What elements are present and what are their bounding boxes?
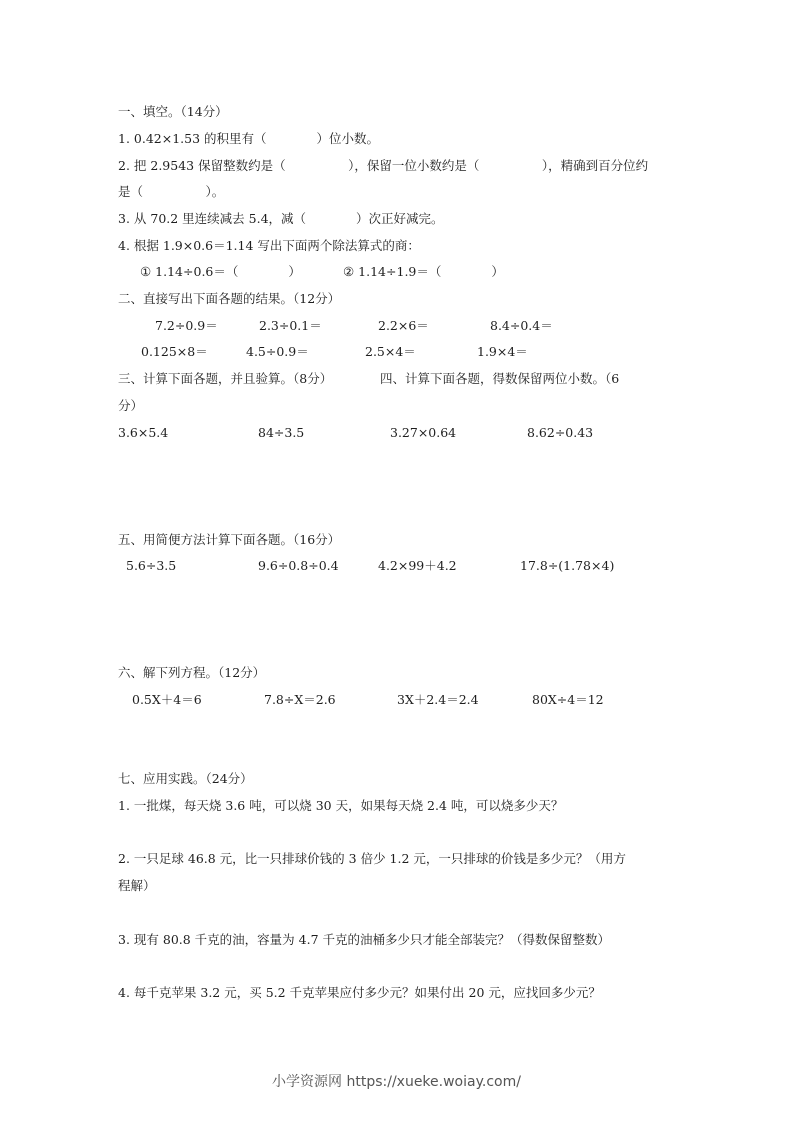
- section-5-item: 17.8÷(1.78×4): [520, 558, 615, 573]
- section-5-item: 4.2×99＋4.2: [378, 558, 457, 573]
- section-1-question-4-part-a: ① 1.14÷0.6＝（ ）: [140, 264, 301, 279]
- section-1-question-3: 3. 从 70.2 里连续减去 5.4，减（ ）次正好减完。: [118, 211, 444, 226]
- section-3-item: 84÷3.5: [258, 425, 305, 440]
- section-4-heading: 四、计算下面各题，得数保留两位小数。（6: [380, 371, 620, 386]
- section-2-row-1-item: 7.2÷0.9＝: [155, 318, 218, 333]
- section-7-question-3: 3. 现有 80.8 千克的油，容量为 4.7 千克的油桶多少只才能全部装完？（得数保留整数）: [118, 932, 611, 947]
- section-5-item: 5.6÷3.5: [126, 558, 177, 573]
- section-2-row-1-item: 2.3÷0.1＝: [259, 318, 322, 333]
- section-5-heading: 五、用简便方法计算下面各题。（16分）: [118, 532, 341, 547]
- section-1-heading: 一、填空。（14分）: [118, 104, 228, 119]
- section-1-question-1: 1. 0.42×1.53 的积里有（ ）位小数。: [118, 131, 380, 146]
- section-4-item: 3.27×0.64: [390, 425, 457, 440]
- section-6-equation: 3X＋2.4＝2.4: [397, 692, 479, 707]
- section-2-row-1-item: 2.2×6＝: [378, 318, 429, 333]
- section-1-question-2-line-1: 2. 把 2.9543 保留整数约是（ ），保留一位小数约是（ ），精确到百分位约: [118, 158, 649, 173]
- section-2-row-2-item: 2.5×4＝: [365, 344, 416, 359]
- section-7-question-4: 4. 每千克苹果 3.2 元，买 5.2 千克苹果应付多少元？如果付出 20 元，应找回多少元？: [118, 985, 601, 1000]
- section-1-question-4: 4. 根据 1.9×0.6＝1.14 写出下面两个除法算式的商：: [118, 238, 420, 253]
- section-2-row-1-item: 8.4÷0.4＝: [490, 318, 553, 333]
- section-7-question-2-line-2: 程解）: [118, 878, 156, 893]
- section-5-item: 9.6÷0.8÷0.4: [258, 558, 339, 573]
- section-7-question-1: 1. 一批煤，每天烧 3.6 吨，可以烧 30 天，如果每天烧 2.4 吨，可以烧多少天？: [118, 798, 564, 813]
- section-7-question-2-line-1: 2. 一只足球 46.8 元，比一只排球价钱的 3 倍少 1.2 元，一只排球的价钱是多少元？（用方: [118, 851, 626, 866]
- section-2-row-2-item: 0.125×8＝: [141, 344, 208, 359]
- section-3-heading: 三、计算下面各题，并且验算。（8分）: [118, 371, 333, 386]
- section-4-heading-continued: 分）: [118, 398, 144, 413]
- section-4-item: 8.62÷0.43: [527, 425, 594, 440]
- section-2-row-2-item: 4.5÷0.9＝: [246, 344, 309, 359]
- section-1-question-4-part-b: ② 1.14÷1.9＝（ ）: [343, 264, 504, 279]
- section-6-equation: 80X÷4＝12: [532, 692, 604, 707]
- section-7-heading: 七、应用实践。（24分）: [118, 771, 253, 786]
- section-6-equation: 0.5X＋4＝6: [132, 692, 202, 707]
- section-6-heading: 六、解下列方程。（12分）: [118, 665, 266, 680]
- section-2-row-2-item: 1.9×4＝: [477, 344, 528, 359]
- footer-watermark: 小学资源网 https://xueke.woiay.com/: [272, 1074, 521, 1090]
- section-6-equation: 7.8÷X＝2.6: [264, 692, 336, 707]
- section-3-item: 3.6×5.4: [118, 425, 169, 440]
- section-2-heading: 二、直接写出下面各题的结果。（12分）: [118, 291, 341, 306]
- section-1-question-2-line-2: 是（ ）。: [118, 184, 225, 199]
